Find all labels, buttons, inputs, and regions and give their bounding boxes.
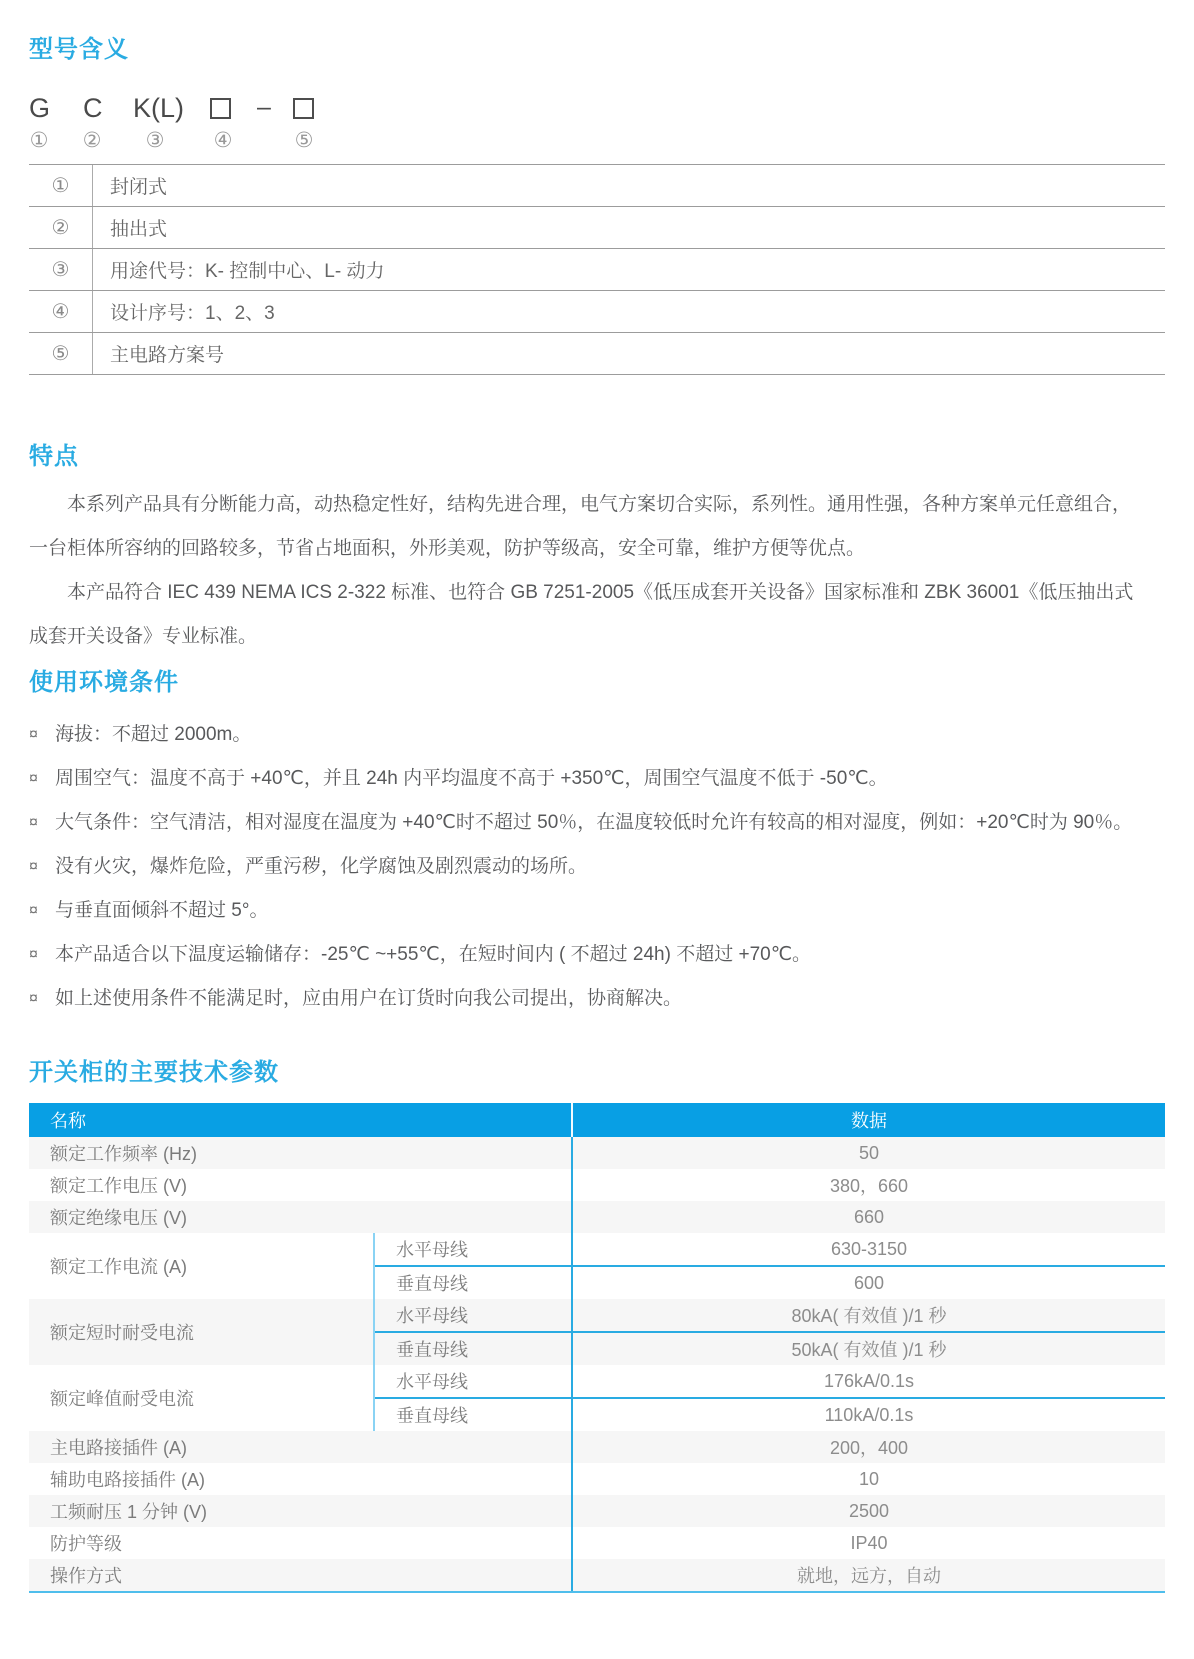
param-name: 工频耐压 1 分钟 (V) bbox=[50, 1502, 208, 1522]
features-paragraphs bbox=[29, 483, 1134, 659]
param-value: 10 bbox=[571, 1463, 1165, 1495]
list-item bbox=[29, 757, 1149, 801]
row-marker: ⑤ bbox=[29, 333, 93, 374]
table-row bbox=[29, 1559, 1165, 1591]
param-value: 380，660 bbox=[571, 1169, 1165, 1201]
model-code-letter-g: G bbox=[29, 93, 51, 123]
param-value: 110kA/0.1s bbox=[571, 1399, 1165, 1431]
table-header-row bbox=[29, 1103, 1165, 1137]
section-title-environment: 使用环境条件 bbox=[29, 669, 179, 696]
table-row bbox=[29, 1201, 1165, 1233]
circled-number-1: ① bbox=[29, 129, 49, 152]
param-value: 600 bbox=[571, 1267, 1165, 1299]
circled-number-4: ④ bbox=[213, 129, 233, 152]
row-marker: ② bbox=[29, 207, 93, 248]
bullet-marker: ¤ bbox=[29, 990, 38, 1007]
list-item bbox=[29, 713, 1149, 757]
table-row bbox=[29, 291, 1165, 333]
row-description: 封闭式 bbox=[110, 177, 168, 198]
param-name: 操作方式 bbox=[50, 1566, 122, 1586]
table-row bbox=[29, 1431, 1165, 1463]
param-name: 防护等级 bbox=[50, 1534, 122, 1554]
bullet-marker: ¤ bbox=[29, 902, 38, 919]
table-subrow bbox=[375, 1399, 1165, 1431]
list-item-text: 周围空气：温度不高于 +40℃，并且 24h 内平均温度不高于 +350℃，周围空气温度不低于 -50℃。 bbox=[55, 768, 888, 789]
param-group-name: 额定工作电流 (A) bbox=[50, 1257, 187, 1277]
table-group-row bbox=[29, 1365, 1165, 1431]
param-name: 辅助电路接插件 (A) bbox=[50, 1470, 205, 1490]
table-row bbox=[29, 165, 1165, 207]
param-group-subrows bbox=[373, 1365, 1165, 1431]
param-value: 2500 bbox=[571, 1495, 1165, 1527]
circled-number-5: ⑤ bbox=[294, 129, 314, 152]
param-value: 50 bbox=[571, 1137, 1165, 1169]
param-sub-name: 垂直母线 bbox=[396, 1274, 468, 1294]
list-item bbox=[29, 933, 1149, 977]
param-name: 额定绝缘电压 (V) bbox=[50, 1208, 187, 1228]
param-value: 80kA( 有效值 )/1 秒 bbox=[571, 1299, 1165, 1331]
param-group-subrows bbox=[373, 1299, 1165, 1365]
bullet-marker: ¤ bbox=[29, 858, 38, 875]
section-title-parameters: 开关柜的主要技术参数 bbox=[29, 1059, 279, 1086]
table-group-row bbox=[29, 1299, 1165, 1365]
table-subrow bbox=[375, 1267, 1165, 1299]
column-header-data: 数据 bbox=[571, 1103, 1165, 1137]
param-group-name: 额定峰值耐受电流 bbox=[50, 1389, 194, 1409]
table-row bbox=[29, 249, 1165, 291]
table-row bbox=[29, 1137, 1165, 1169]
bullet-marker: ¤ bbox=[29, 946, 38, 963]
row-marker: ① bbox=[29, 165, 93, 206]
param-value: 660 bbox=[571, 1201, 1165, 1233]
list-item-text: 本产品适合以下温度运输储存：-25℃ ~+55℃，在短时间内 ( 不超过 24h) 不超过 +70℃。 bbox=[55, 944, 812, 965]
bullet-marker: ¤ bbox=[29, 726, 38, 743]
param-name: 额定工作电压 (V) bbox=[50, 1176, 187, 1196]
model-code-letter-c: C bbox=[83, 93, 103, 123]
param-value: 630-3150 bbox=[571, 1233, 1165, 1265]
list-item bbox=[29, 845, 1149, 889]
table-row bbox=[29, 1495, 1165, 1527]
param-sub-name: 水平母线 bbox=[396, 1240, 468, 1260]
param-sub-name: 水平母线 bbox=[396, 1306, 468, 1326]
environment-condition-list bbox=[29, 713, 1149, 1021]
model-code-placeholder-box-1 bbox=[210, 98, 231, 119]
row-description: 设计序号：1、2、3 bbox=[110, 303, 275, 324]
list-item-text: 如上述使用条件不能满足时，应由用户在订货时向我公司提出，协商解决。 bbox=[55, 988, 683, 1009]
param-group-name: 额定短时耐受电流 bbox=[50, 1323, 194, 1343]
model-code-letter-kl: K(L) bbox=[133, 93, 185, 123]
list-item bbox=[29, 801, 1149, 845]
row-description: 用途代号：K- 控制中心、L- 动力 bbox=[110, 261, 385, 282]
bullet-marker: ¤ bbox=[29, 770, 38, 787]
model-code-placeholder-box-2 bbox=[293, 98, 314, 119]
row-description: 主电路方案号 bbox=[110, 345, 225, 366]
table-row bbox=[29, 1169, 1165, 1201]
table-subrow bbox=[375, 1333, 1165, 1365]
param-sub-name: 水平母线 bbox=[396, 1372, 468, 1392]
param-value: 50kA( 有效值 )/1 秒 bbox=[571, 1333, 1165, 1365]
row-description: 抽出式 bbox=[110, 219, 168, 240]
table-group-row bbox=[29, 1233, 1165, 1299]
table-subrow bbox=[375, 1299, 1165, 1331]
param-sub-name: 垂直母线 bbox=[396, 1406, 468, 1426]
param-name: 主电路接插件 (A) bbox=[50, 1438, 187, 1458]
table-subrow bbox=[375, 1233, 1165, 1265]
list-item-text: 大气条件：空气清洁，相对湿度在温度为 +40℃时不超过 50％，在温度较低时允许有较高的相对湿度，例如：+20℃时为 90％。 bbox=[55, 812, 1133, 833]
model-code-diagram bbox=[29, 92, 1165, 156]
table-subrow bbox=[375, 1365, 1165, 1397]
param-value: IP40 bbox=[571, 1527, 1165, 1559]
list-item-text: 海拔：不超过 2000m。 bbox=[55, 724, 252, 745]
model-meaning-table bbox=[29, 164, 1165, 375]
feature-paragraph: 本系列产品具有分断能力高，动热稳定性好，结构先进合理，电气方案切合实际，系列性。通用性强，各种方案单元任意组合，一台柜体所容纳的回路较多，节省占地面积，外形美观，防护等级高，安全可靠，维护方便等优点。 bbox=[29, 494, 1132, 559]
parameters-table bbox=[29, 1103, 1165, 1593]
param-value: 176kA/0.1s bbox=[571, 1365, 1165, 1397]
param-value: 就地，远方，自动 bbox=[571, 1559, 1165, 1591]
list-item-text: 没有火灾，爆炸危险，严重污秽，化学腐蚀及剧烈震动的场所。 bbox=[55, 856, 588, 877]
param-sub-name: 垂直母线 bbox=[396, 1340, 468, 1360]
list-item bbox=[29, 889, 1149, 933]
section-title-features: 特点 bbox=[29, 443, 79, 470]
model-code-dash: – bbox=[257, 93, 271, 121]
bullet-marker: ¤ bbox=[29, 814, 38, 831]
table-row bbox=[29, 1463, 1165, 1495]
feature-paragraph: 本产品符合 IEC 439 NEMA ICS 2-322 标准、也符合 GB 7251-2005《低压成套开关设备》国家标准和 ZBK 36001《低压抽出式成套开关设备》专业标准。 bbox=[29, 582, 1134, 647]
param-group-subrows bbox=[373, 1233, 1165, 1299]
table-row bbox=[29, 207, 1165, 249]
row-marker: ④ bbox=[29, 291, 93, 332]
param-value: 200，400 bbox=[571, 1431, 1165, 1463]
list-item-text: 与垂直面倾斜不超过 5°。 bbox=[55, 900, 269, 921]
circled-number-3: ③ bbox=[145, 129, 165, 152]
column-header-name: 名称 bbox=[50, 1111, 86, 1131]
row-marker: ③ bbox=[29, 249, 93, 290]
table-row bbox=[29, 333, 1165, 375]
circled-number-2: ② bbox=[82, 129, 102, 152]
section-title-model-meaning: 型号含义 bbox=[29, 36, 129, 63]
list-item bbox=[29, 977, 1149, 1021]
table-row bbox=[29, 1527, 1165, 1559]
param-name: 额定工作频率 (Hz) bbox=[50, 1144, 197, 1164]
